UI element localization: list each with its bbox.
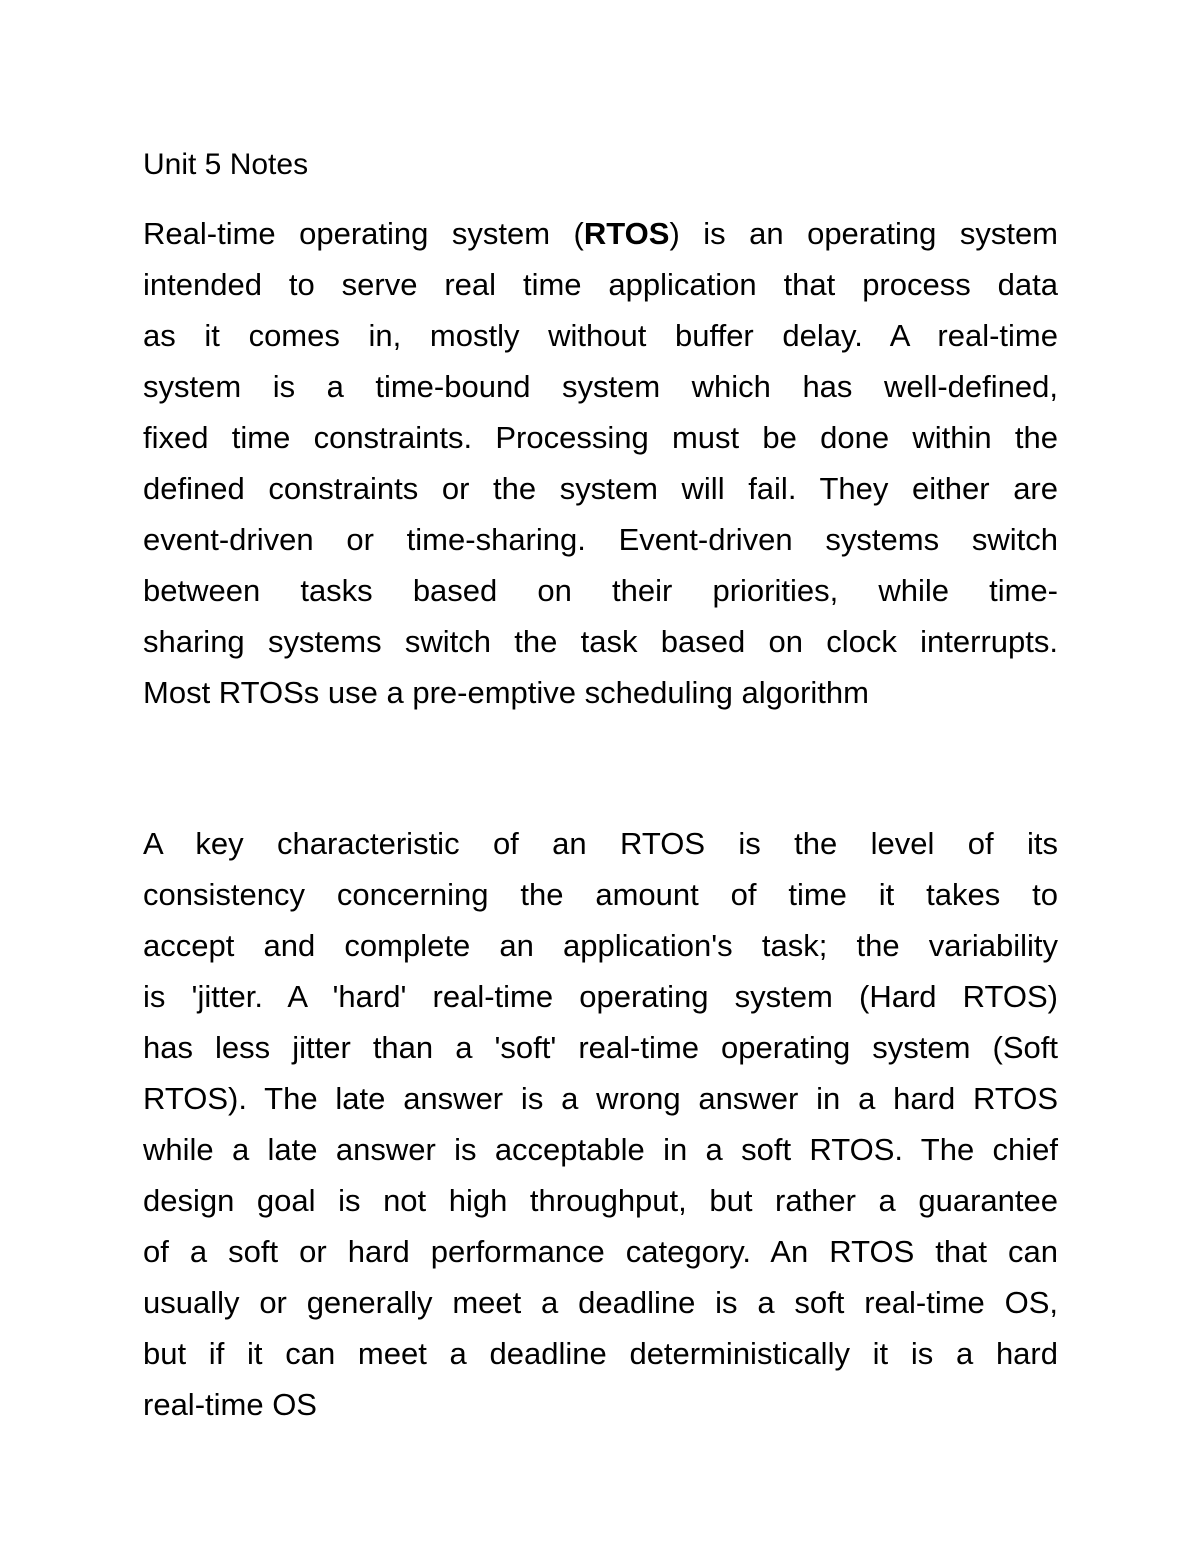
text-line: A key characteristic of an RTOS is the level of its [143,826,1058,861]
page-title: Unit 5 Notes [143,148,309,181]
bold-term: RTOS [583,216,670,251]
text-line: while a late answer is acceptable in a soft RTOS. The chief [143,1132,1058,1167]
text-line: of a soft or hard performance category. An RTOS that can [143,1234,1058,1269]
text-line: is 'jitter. A 'hard' real-time operating system (Hard RTOS) [143,979,1058,1014]
paragraph-rtos-characteristics [143,818,1058,1430]
text-line: usually or generally meet a deadline is a soft real-time OS, [143,1285,1058,1320]
text-line: intended to serve real time application that process data [143,267,1058,302]
text-line: but if it can meet a deadline deterministically it is a hard [143,1336,1058,1371]
text-line: event-driven or time-sharing. Event-driven systems switch [143,522,1058,557]
text-line: as it comes in, mostly without buffer delay. A real-time [143,318,1058,353]
text-line: real-time OS [143,1387,317,1422]
text-line: has less jitter than a 'soft' real-time operating system (Soft [143,1030,1058,1065]
text-line: fixed time constraints. Processing must be done within the [143,420,1058,455]
text-line: defined constraints or the system will fail. They either are [143,471,1058,506]
text-line: sharing systems switch the task based on clock interrupts. [143,624,1058,659]
paragraph-rtos-definition [143,208,1058,718]
text-line: system is a time-bound system which has well-defined, [143,369,1058,404]
text-fragment: Real-time operating system ( [143,216,584,251]
text-fragment: ) is an operating system [669,216,1059,251]
text-line [143,208,1058,259]
text-line: consistency concerning the amount of time it takes to [143,877,1058,912]
text-line: between tasks based on their priorities, while time- [143,573,1058,608]
text-line: design goal is not high throughput, but rather a guarantee [143,1183,1058,1218]
text-line: accept and complete an application's task; the variability [143,928,1058,963]
text-line: Most RTOSs use a pre-emptive scheduling algorithm [143,675,869,710]
text-line: RTOS). The late answer is a wrong answer in a hard RTOS [143,1081,1058,1116]
